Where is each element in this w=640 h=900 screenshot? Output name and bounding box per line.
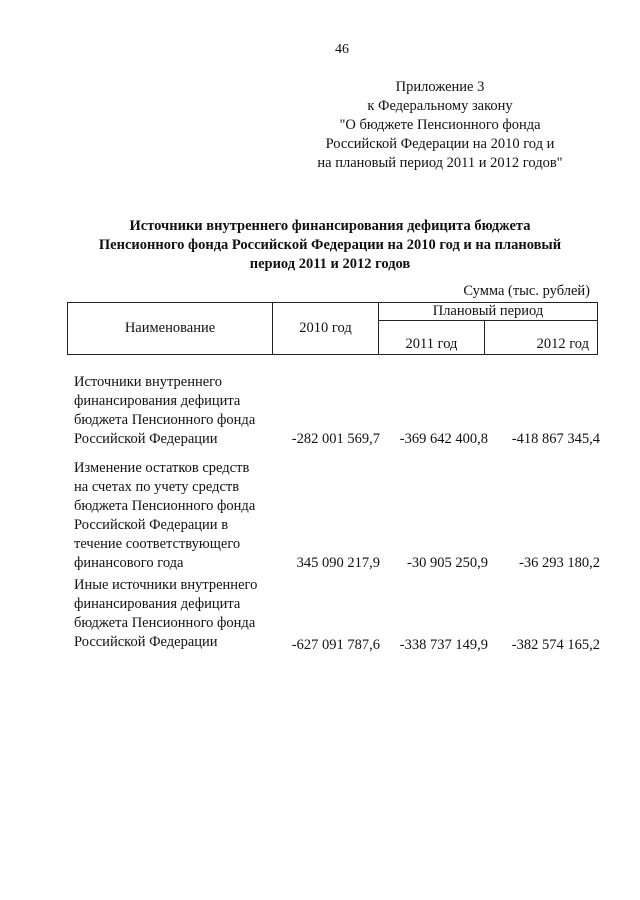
appendix-header — [300, 78, 580, 173]
row-name-line: Источники внутреннего — [74, 374, 223, 390]
row-name — [74, 576, 274, 652]
table-header — [67, 302, 598, 355]
row-name-line: Российской Федерации в — [74, 517, 229, 533]
header-2012-label: 2012 год — [536, 336, 589, 352]
row-name-line: бюджета Пенсионного фонда — [74, 412, 256, 428]
header-name: Наименование — [68, 303, 273, 355]
value-2010: -282 001 569,7 — [291, 431, 380, 447]
appendix-line: Приложение 3 — [395, 79, 485, 95]
value-2012: -418 867 345,4 — [511, 431, 600, 447]
value-2010: -627 091 787,6 — [291, 637, 380, 653]
value-2011: -369 642 400,8 — [399, 431, 488, 447]
title-line: период 2011 и 2012 годов — [249, 256, 411, 272]
row-name-line: финансового года — [74, 555, 184, 571]
page-number: 46 — [335, 42, 349, 57]
appendix-line: на плановый период 2011 и 2012 годов" — [317, 155, 563, 171]
row-name — [74, 373, 274, 449]
row-name-line: Иные источники внутреннего — [74, 577, 258, 593]
unit-label: Сумма (тыс. рублей) — [463, 283, 590, 299]
table-row — [74, 373, 604, 449]
appendix-line: к Федеральному закону — [367, 98, 513, 114]
document-title — [60, 217, 600, 274]
value-2010: 345 090 217,9 — [296, 555, 380, 571]
header-planned-period: Плановый период — [379, 303, 598, 321]
header-2010: 2010 год — [273, 303, 379, 355]
value-2012: -382 574 165,2 — [511, 637, 600, 653]
row-name — [74, 459, 274, 573]
header-2012 — [485, 321, 598, 355]
row-name-line: Изменение остатков средств — [74, 460, 250, 476]
row-name-line: финансирования дефицита — [74, 393, 241, 409]
value-2011: -338 737 149,9 — [399, 637, 488, 653]
header-2011 — [379, 321, 485, 355]
row-name-line: течение соответствующего — [74, 536, 241, 552]
row-name-line: Российской Федерации — [74, 634, 218, 650]
row-name-line: бюджета Пенсионного фонда — [74, 498, 256, 514]
table-row — [74, 459, 604, 573]
row-name-line: Российской Федерации — [74, 431, 218, 447]
appendix-line: "О бюджете Пенсионного фонда — [339, 117, 541, 133]
title-line: Источники внутреннего финансирования дефицита бюджета — [129, 218, 531, 234]
title-line: Пенсионного фонда Российской Федерации на 2010 год и на плановый — [98, 237, 562, 253]
appendix-line: Российской Федерации на 2010 год и — [325, 136, 555, 152]
row-name-line: финансирования дефицита — [74, 596, 241, 612]
header-2011-label: 2011 год — [405, 336, 458, 352]
table-row — [74, 576, 604, 652]
row-name-line: на счетах по учету средств — [74, 479, 240, 495]
value-2012: -36 293 180,2 — [519, 555, 600, 571]
row-name-line: бюджета Пенсионного фонда — [74, 615, 256, 631]
value-2011: -30 905 250,9 — [407, 555, 488, 571]
